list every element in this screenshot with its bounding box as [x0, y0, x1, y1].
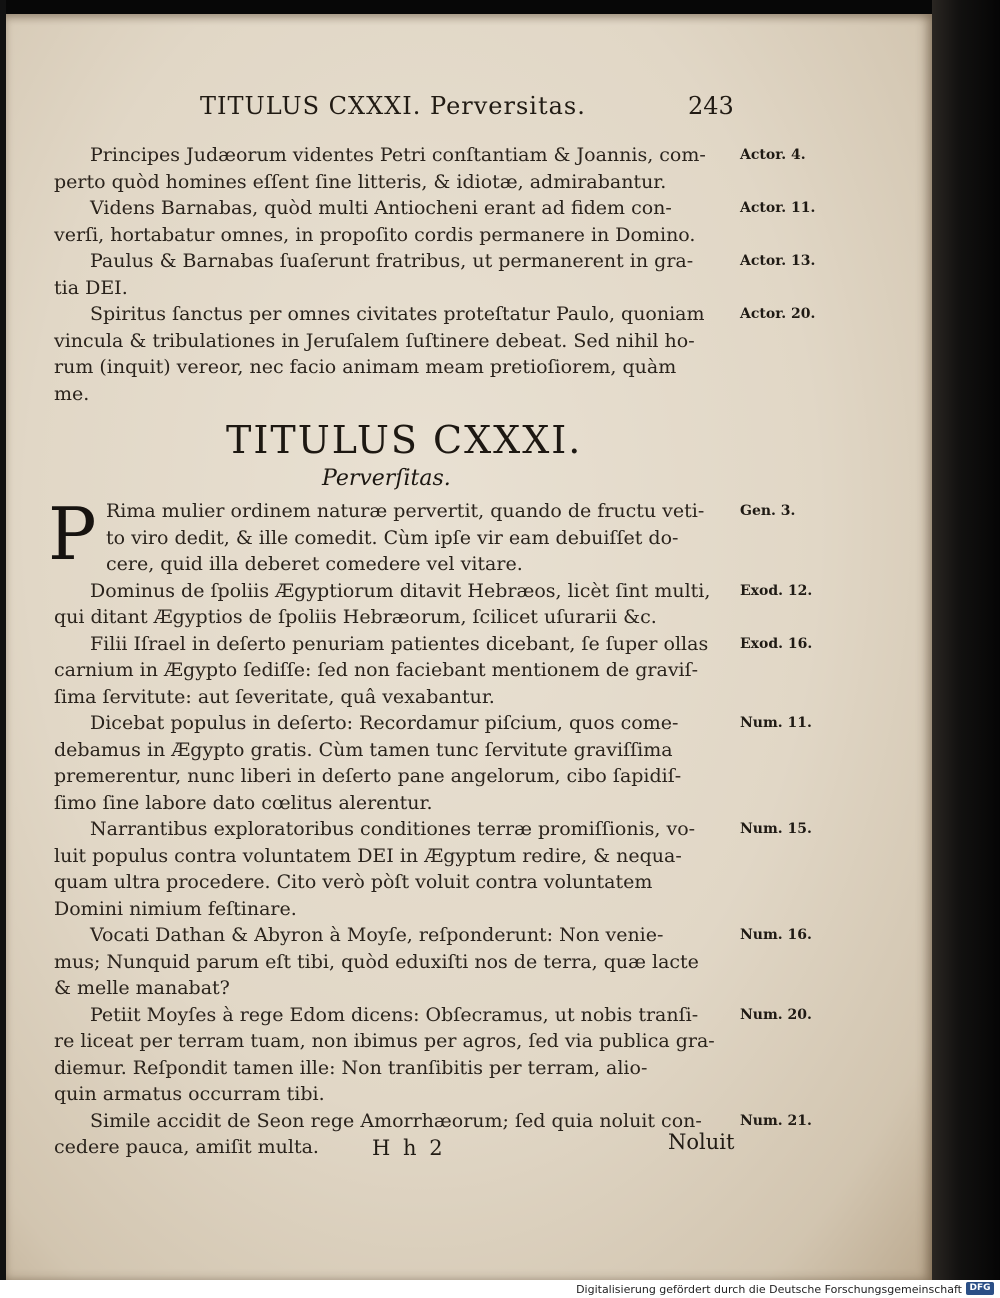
- line-text: cedere pauca, amiſit multa.: [54, 1136, 319, 1158]
- text-line: [54, 1108, 812, 1135]
- title-gap: [54, 407, 754, 498]
- margin-citation: Num. 11.: [740, 715, 812, 731]
- line-text: Domini nimium feſtinare.: [54, 897, 297, 920]
- line-text: luit populus contra voluntatem DEI in Ægyptum redire, & nequa-: [54, 844, 682, 867]
- page-number: 243: [688, 92, 734, 120]
- line-text: Paulus & Barnabas ſuaſerunt fratribus, ut permanerent in gra-: [90, 250, 694, 272]
- line-text: ſima ſervitute: aut ſeveritate, quâ vexabantur.: [54, 685, 495, 708]
- line-text: re liceat per terram tuam, non ibimus per agros, ſed via publica gra-: [54, 1030, 715, 1052]
- text-line: [54, 275, 754, 302]
- margin-citation: Actor. 13.: [740, 253, 816, 269]
- text-line: [54, 710, 812, 737]
- text-line: [54, 169, 754, 196]
- line-text: Dominus de ſpoliis Ægyptiorum ditavit Hebræos, licèt ſint multi,: [90, 579, 711, 602]
- line-text: carnium in Ægypto ſediſſe: ſed non faciebant mentionem de graviſ-: [54, 659, 699, 681]
- text-line: [54, 816, 812, 843]
- text-line: [54, 604, 754, 631]
- text-line: [54, 195, 816, 222]
- text-line: [54, 843, 754, 870]
- text-line: [54, 578, 813, 605]
- line-text: qui ditant Ægyptios de ſpoliis Hebræorum, ſcilicet uſurarii &c.: [54, 606, 657, 628]
- text-line: [54, 498, 796, 525]
- funding-credit: Digitalisierung gefördert durch die Deutsche Forschungsgemeinschaft: [576, 1283, 962, 1296]
- text-line: [54, 763, 754, 790]
- line-text: to viro dedit, & ille comedit. Cùm ipſe vir eam debuiſſet do-: [106, 526, 679, 549]
- text-line: [54, 975, 754, 1002]
- line-text: debamus in Ægypto gratis. Cùm tamen tunc ſervitute graviſſima: [54, 738, 673, 761]
- line-text: & melle manabat?: [54, 977, 230, 999]
- line-text: Spiritus ſanctus per omnes civitates proteſtatur Paulo, quoniam: [90, 303, 705, 325]
- text-line: [54, 142, 806, 169]
- line-text: mus; Nunquid parum eſt tibi, quòd eduxiſti nos de terra, quæ lacte: [54, 950, 699, 973]
- section-subtitle: Perverſitas.: [322, 466, 451, 491]
- line-text: premerentur, nunc liberi in deſerto pane angelorum, cibo ſapidiſ-: [54, 765, 682, 787]
- text-line: [54, 1028, 754, 1055]
- margin-citation: Actor. 20.: [740, 306, 816, 322]
- line-text: verſi, hortabatur omnes, in propoſito cordis permanere in Domino.: [54, 223, 696, 246]
- text-line: [54, 1002, 812, 1029]
- line-text: me.: [54, 382, 90, 405]
- text-line: [54, 248, 816, 275]
- margin-citation: Actor. 11.: [740, 200, 816, 216]
- text-line: [54, 301, 816, 328]
- text-line: [54, 790, 754, 817]
- line-text: vincula & tribulationes in Jeruſalem ſuſtinere debeat. Sed nihil ho-: [54, 329, 695, 352]
- line-text: quin armatus occurram tibi.: [54, 1083, 325, 1105]
- text-line: [54, 737, 754, 764]
- section-title: TITULUS CXXXI.: [226, 418, 583, 462]
- text-column: [54, 142, 816, 1161]
- text-line: [54, 222, 754, 249]
- margin-citation: Exod. 16.: [740, 635, 813, 652]
- line-text: rum (inquit) vereor, nec facio animam meam pretioſiorem, quàm: [54, 356, 677, 378]
- line-text: tia DEI.: [54, 276, 128, 299]
- text-line: [54, 1055, 754, 1082]
- line-text: diemur. Reſpondit tamen ille: Non tranſibitis per terram, alio-: [54, 1056, 648, 1079]
- margin-citation: Num. 21.: [740, 1112, 812, 1129]
- line-text: Videns Barnabas, quòd multi Antiocheni erant ad fidem con-: [90, 197, 672, 219]
- line-text: Narrantibus exploratoribus conditiones terræ promiſſionis, vo-: [90, 818, 696, 840]
- margin-citation: Gen. 3.: [740, 503, 796, 519]
- text-line: [54, 922, 812, 949]
- text-line: [54, 949, 754, 976]
- signature-mark: H h 2: [372, 1136, 446, 1160]
- running-head: TITULUS CXXXI. Perversitas.: [200, 92, 586, 120]
- line-text: quam ultra procedere. Cito verò pòſt voluit contra voluntatem: [54, 871, 653, 893]
- margin-citation: Num. 16.: [740, 927, 812, 943]
- text-line: [54, 631, 813, 658]
- text-line: [54, 328, 754, 355]
- text-line: [54, 684, 754, 711]
- text-line: [54, 896, 754, 923]
- line-text: Petiit Moyſes à rege Edom dicens: Obſecramus, ut nobis tranſi-: [90, 1003, 699, 1026]
- margin-citation: Actor. 4.: [740, 147, 806, 163]
- line-text: Simile accidit de Seon rege Amorrhæorum; ſed quia noluit con-: [90, 1109, 702, 1132]
- line-text: cere, quid illa deberet comedere vel vitare.: [106, 553, 523, 575]
- line-text: ſimo ſine labore dato cœlitus alerentur.: [54, 791, 433, 814]
- margin-citation: Exod. 12.: [740, 582, 813, 599]
- line-text: Principes Judæorum videntes Petri conſtantiam & Joannis, com-: [90, 144, 706, 166]
- text-line: [54, 657, 754, 684]
- line-text: Filii Iſrael in deſerto penuriam patientes dicebant, ſe ſuper ollas: [90, 632, 709, 655]
- margin-citation: Num. 15.: [740, 821, 812, 837]
- line-text: Dicebat populus in deſerto: Recordamur piſcium, quos come-: [90, 712, 679, 734]
- line-text: Rima mulier ordinem naturæ pervertit, quando de fructu veti-: [106, 500, 705, 522]
- text-line: [54, 1081, 754, 1108]
- text-line: [54, 381, 754, 408]
- margin-citation: Num. 20.: [740, 1006, 812, 1023]
- scan-right-edge: [932, 0, 1000, 1280]
- text-line: [54, 869, 754, 896]
- line-text: Vocati Dathan & Abyron à Moyſe, reſponderunt: Non venie-: [90, 924, 664, 946]
- drop-cap: P: [48, 492, 97, 576]
- line-text: perto quòd homines eſſent ſine litteris, & idiotæ, admirabantur.: [54, 170, 667, 193]
- catchword: Noluit: [668, 1130, 735, 1154]
- text-line: [54, 354, 754, 381]
- text-line: [54, 551, 754, 578]
- dfg-logo-icon: DFG: [966, 1282, 994, 1295]
- text-line: [54, 525, 754, 552]
